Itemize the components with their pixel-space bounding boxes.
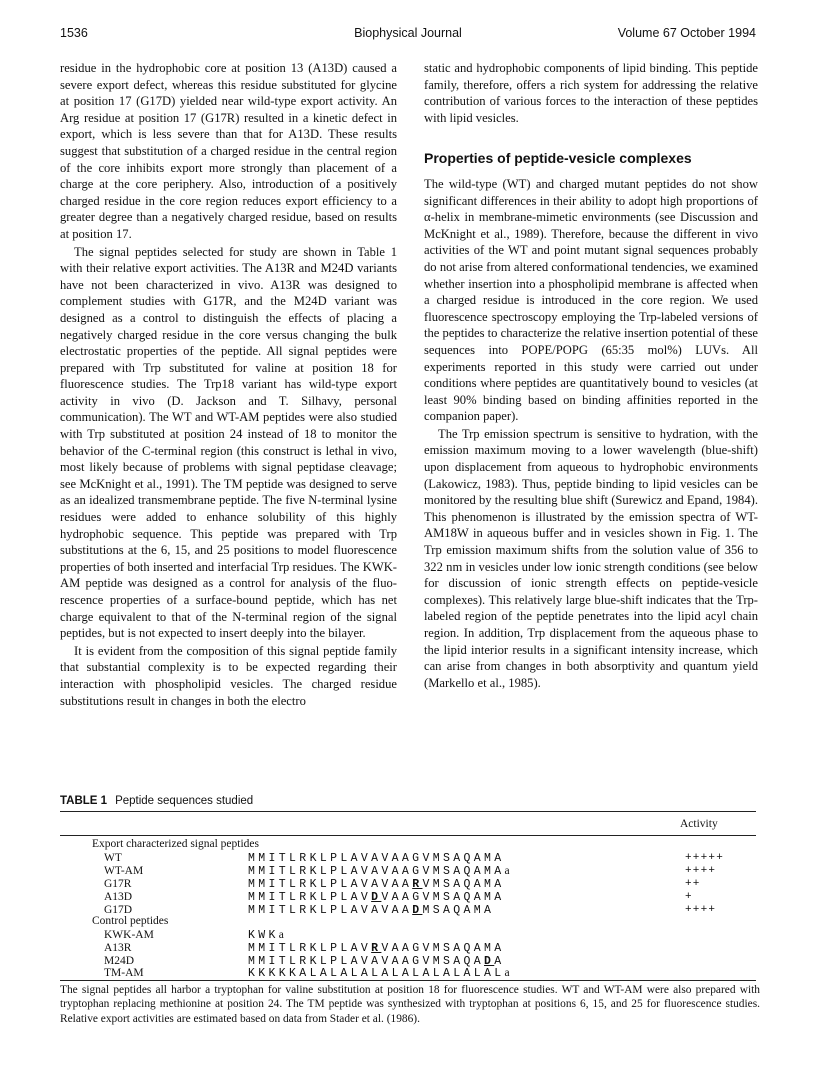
table-row-activity: ++ (685, 878, 701, 890)
page-number: 1536 (60, 26, 88, 40)
group-title-control: Control peptides (92, 915, 169, 927)
table-row-activity: + (685, 891, 693, 903)
table-row-name: G17R (104, 878, 132, 890)
mutated-residue: R (412, 878, 423, 891)
table-row-sequence: MMITLRKLPLAVAVAAGVMSAQAMAa (248, 865, 510, 878)
table-row-activity: ++++ (685, 865, 717, 877)
table-row-activity: ++++ (685, 904, 717, 916)
group-title-export: Export characterized signal peptides (92, 838, 259, 850)
mutated-residue: R (371, 942, 382, 955)
right-column (424, 60, 758, 691)
mutated-residue: D (484, 955, 495, 968)
paragraph: The signal peptides selected for study are shown in Table 1 with their relative export activities. The A13R and M24D variants have not been characterized in vivo. A13R was designed to complement studies with G17R, and the M24D variant was designed as a control to distinguish the effects of placing a negatively charged residue in the core versus changing the bulk electrostatic properties of the peptide. All signal peptides were prepared with Trp substituted for valine at position 18 for fluorescence studies. The Trp18 variant has wild-type export activity in vivo (D. Jackson and T. Silhavy, personal communication). The WT and WT-AM peptides were also studied with Trp substituted at position 24 instead of 18 to monitor the behavior of the C-terminal region (this construct is lethal in vivo, most likely because of problems with signal peptidase cleavage; see McKnight et al., 1991). The TM peptide was designed to serve as an idealized transmembrane peptide. The five N-terminal lysine residues were added to enhance solubility of this highly hydrophobic sequence. This peptide was prepared with Trp substitutions at the 6, 15, and 25 positions to model fluorescence properties of both inserted and interfacial Trp residues. The KWK-AM peptide was designed as a control for analysis of the fluorescence properties of a surface-bound peptide, which has net charge equivalent to that of the N-terminal region of the signal peptides, but is not expected to insert deeply into the bilayer. (60, 244, 397, 641)
paragraph: The Trp emission spectrum is sensitive to hydration, with the emission maximum moving to a lower wavelength (blue-shift) upon displacement from aqueous to hydrophobic environments (Lakowicz, 1983). Thus, peptide binding to lipid vesicles can be monitored by the resulting blue shift (Surewicz and Epand, 1984). This phenomenon is illustrated by the emission spectra of WT-AM18W in aqueous buffer and in vesicles shown in Fig. 1. The Trp emission maximum shifts from the solution value of 356 to 322 nm in vesicles under low ionic strength conditions (see below for discussion of ionic strength effects on peptide-vesicle complexes). This relatively large blue-shift indicates that the Trp-labeled region of the peptide penetrates into the lipid acyl chain region. In addition, Trp displacement from the aqueous phase to the lipid interior results in a significant intensity increase, which can arise from changes in both absorptivity and quantum yield (Markello et al., 1985). (424, 426, 758, 690)
paragraph: The wild-type (WT) and charged mutant peptides do not show significant differences in their ability to adopt high proportions of α-helix in membrane-mimetic environments (see Discussion and McKnight et al., 1989). Therefore, because the different in vivo activities of the WT and point mutant signal sequences probably do not arise from altered conformational tendencies, we examined whether insertion into a phospholipid membrane is affected when a charged residue is introduced in the core region. We used fluorescence spectroscopy employing the Trp-labeled versions of the peptides to characterize the relative insertion potential of these sequences into POPE/POPG (65:35 mol%) LUVs. All experiments reported in this study were carried out under conditions where peptides are quantitatively bound to vesicles (at least 90% binding based on binding affinities reported in the companion paper). (424, 176, 758, 424)
table-row-activity: +++++ (685, 852, 725, 864)
paragraph: static and hydrophobic components of lipid binding. This peptide family, therefore, offers a rich system for addressing the relative contribution of various forces to the interaction of these peptides with lipid vesicles. (424, 61, 758, 125)
table-row-sequence: MMITLRKLPLAVAVAAGVMSAQAMA (248, 852, 505, 865)
left-column (60, 60, 397, 709)
running-header (60, 26, 756, 42)
table-row-sequence: KWKa (248, 929, 284, 942)
table-row-sequence: KKKKKALALALALALALALALALALa (248, 967, 510, 980)
table-row-sequence: MMITLRKLPLAVAVAARVMSAQAMA (248, 878, 505, 891)
table-row-name: A13R (104, 942, 132, 954)
table-row-name: M24D (104, 955, 135, 967)
table-header-rule (60, 835, 756, 836)
table-row-name: KWK-AM (104, 929, 154, 941)
mutated-residue: D (371, 891, 382, 904)
table-row-sequence: MMITLRKLPLAVRVAAGVMSAQAMA (248, 942, 505, 955)
issue-info: Volume 67 October 1994 (617, 26, 756, 40)
table-title (60, 795, 253, 807)
table-row-name: WT-AM (104, 865, 144, 877)
table-row-name: A13D (104, 891, 133, 903)
table-caption: Peptide sequences studied (115, 795, 254, 807)
table-row-name: WT (104, 852, 122, 864)
mutated-residue: D (412, 904, 423, 917)
table-row-sequence: MMITLRKLPLAVAVAADMSAQAMA (248, 904, 495, 917)
table-label: TABLE 1 (60, 795, 108, 807)
journal-name: Biophysical Journal (354, 26, 462, 40)
table-top-rule (60, 811, 756, 812)
table-row-sequence: MMITLRKLPLAVAVAAGVMSAQADA (248, 955, 505, 968)
activity-header: Activity (680, 818, 718, 830)
paragraph: It is evident from the composition of this signal peptide family that substantial complexity is to be expected regarding their interaction with phospholipid vesicles. The charged residue substitutions result in changes in both the electro (60, 643, 397, 708)
section-heading: Properties of peptide-vesicle complexes (424, 150, 692, 167)
table-bottom-rule (60, 980, 756, 981)
table-row-name: G17D (104, 904, 133, 916)
paragraph: residue in the hydrophobic core at position 13 (A13D) caused a severe export defect, whereas this residue substituted for glycine at position 17 (G17D) yielded near wild-type export activity. An Arg residue at position 17 (G17R) resulted in a kinetic defect in export, which is less severe than that for A13D. These results suggest that substitution of a charged residue in the central region of the core inhibits export more strongly than placement of a charge at the core periphery. Also, introduction of a positively charged residue in the core region reduces export efficiency to a greater degree than a negatively charged residue, based on results at position 17. (60, 61, 397, 241)
table-row-name: TM-AM (104, 967, 144, 979)
table-row-sequence: MMITLRKLPLAVDVAAGVMSAQAMA (248, 891, 505, 904)
table-footnote: The signal peptides all harbor a tryptophan for valine substitution at position 18 for fluorescence studies. WT and WT-AM were also prepared with tryptophan replacing methionine at position 24. The TM peptide was synthesized with tryptophan at positions 6, 15, and 25 for fluorescence studies. Relative export activities are estimated based on data from Stader et al. (1986). (60, 984, 760, 1025)
